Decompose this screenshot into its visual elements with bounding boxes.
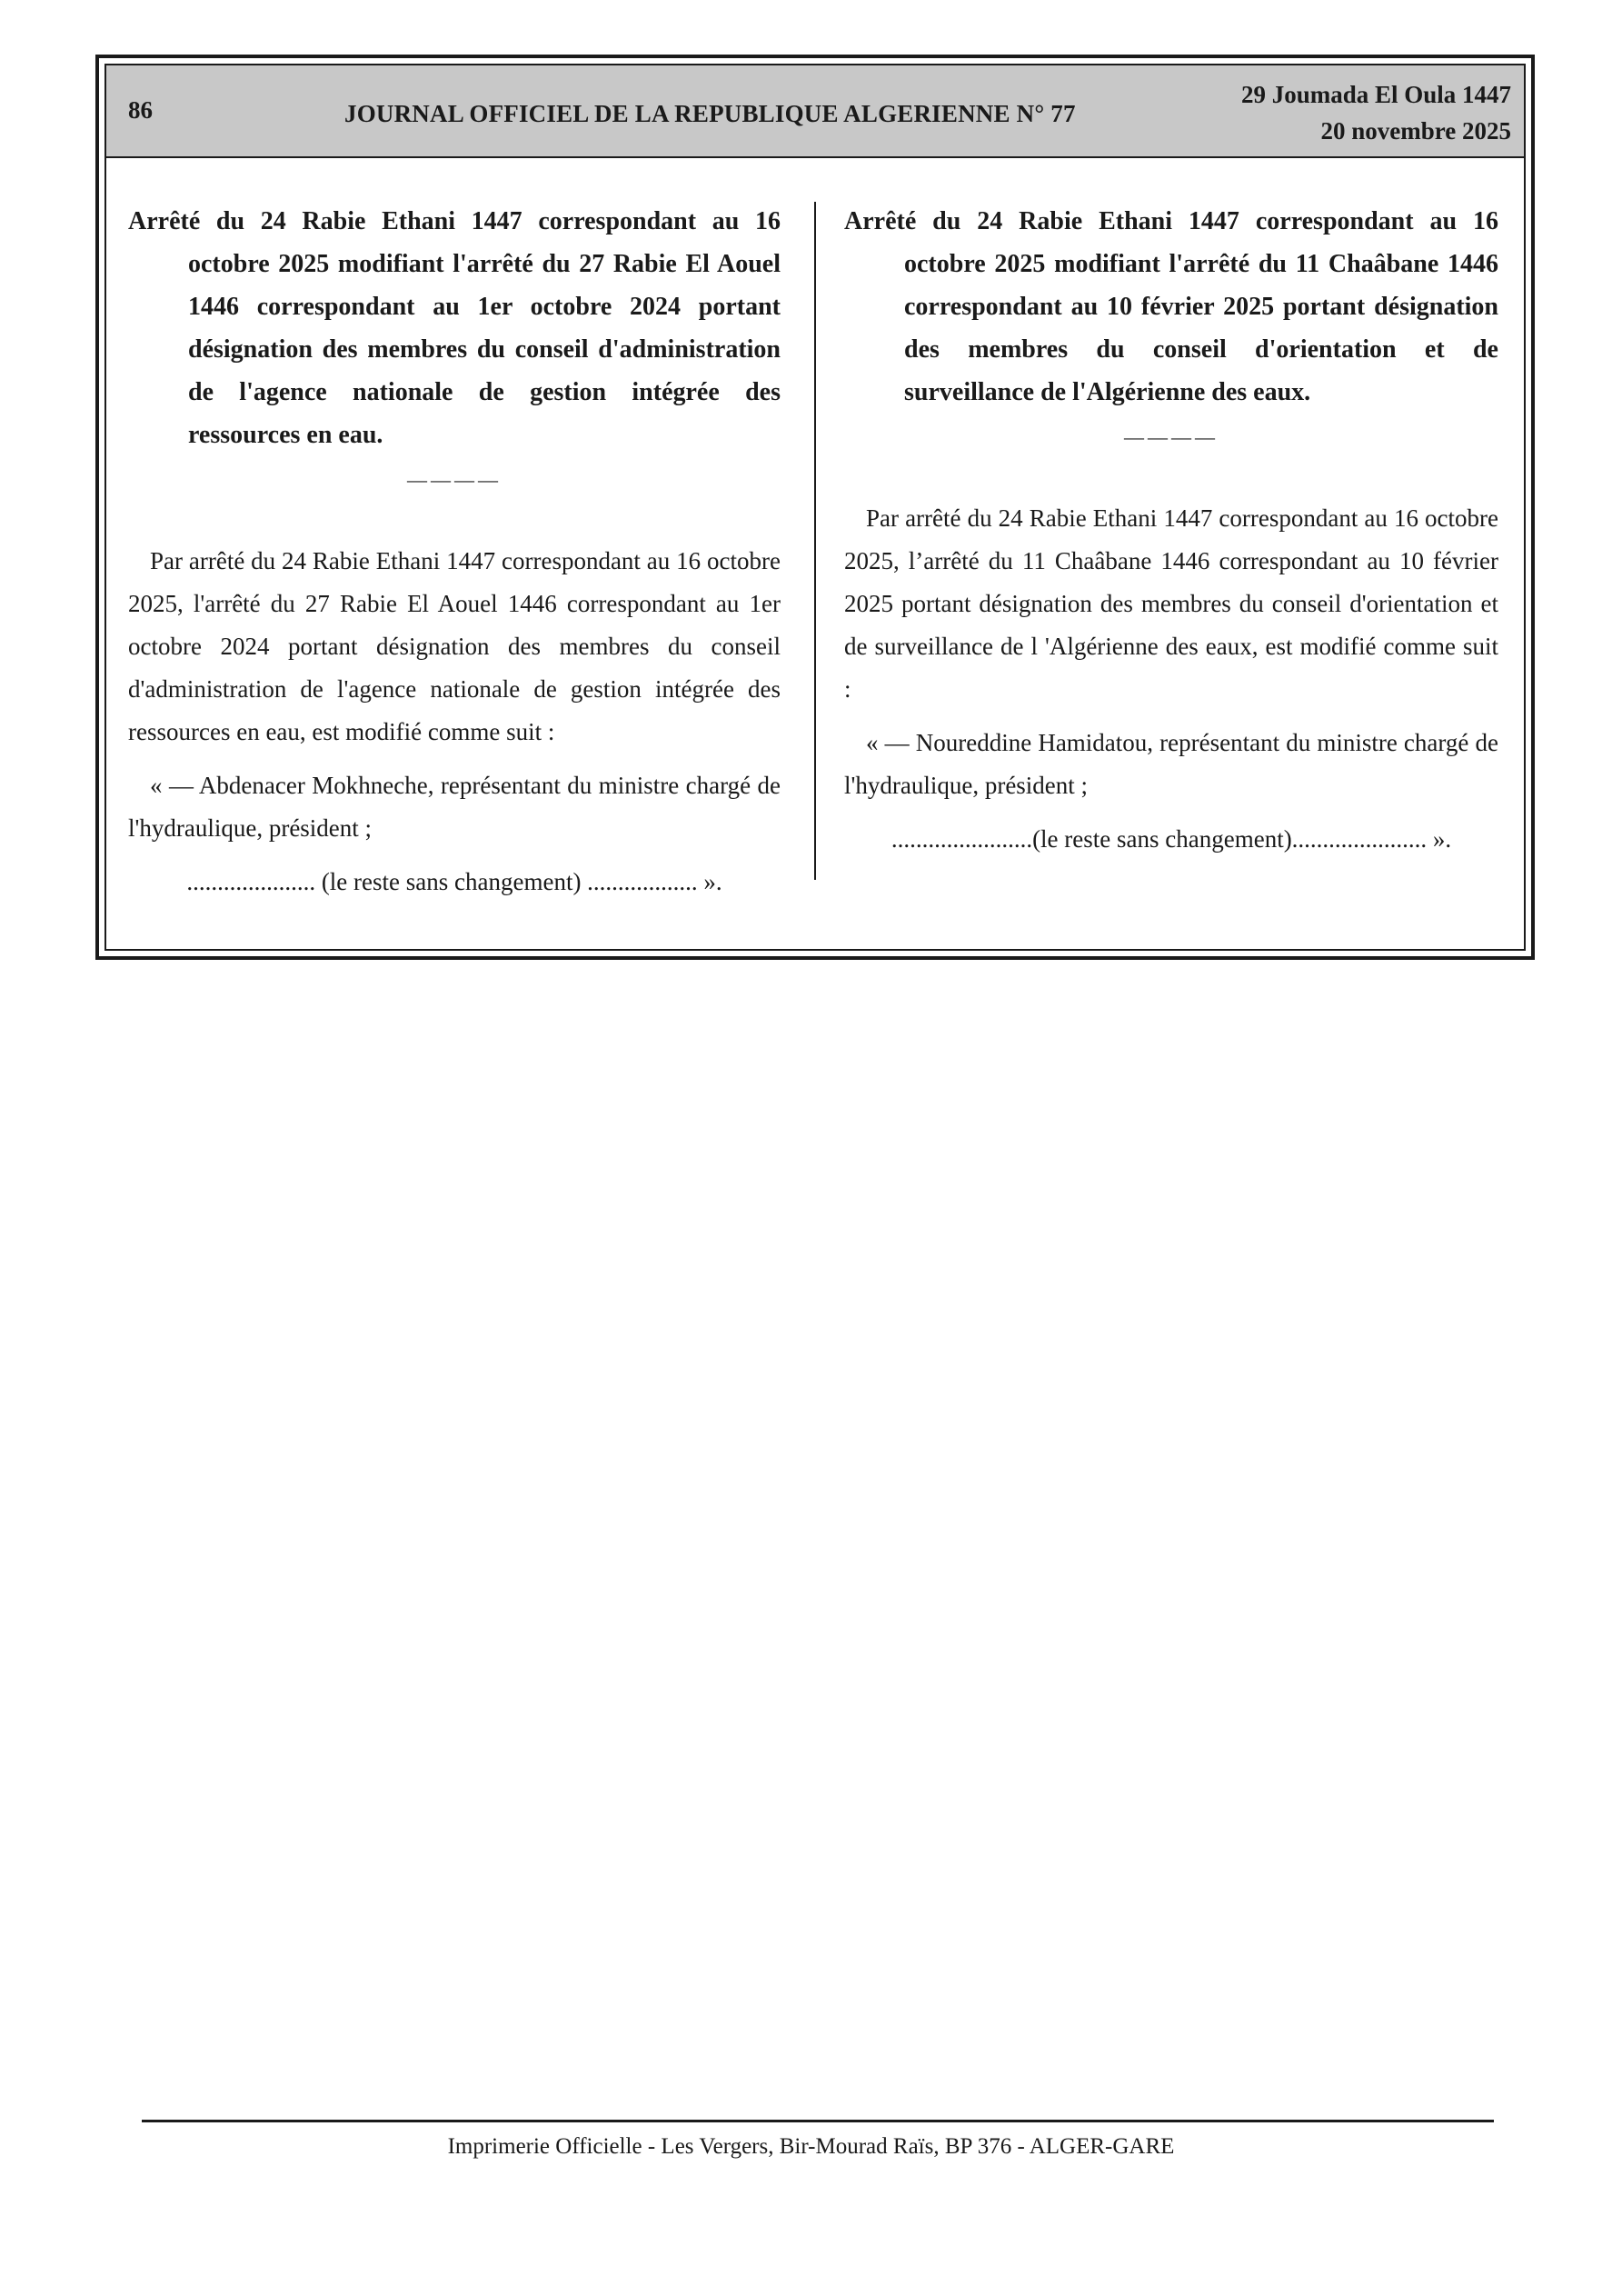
footer-imprint: Imprimerie Officielle - Les Vergers, Bir-Mourad Raïs, BP 376 - ALGER-GARE	[447, 2134, 1175, 2159]
left-paragraph-2: « — Abdenacer Mokhneche, représentant du ministre chargé de l'hydraulique, président ;	[128, 772, 781, 842]
date-gregorian: 20 novembre 2025	[1320, 117, 1511, 145]
right-separator: ————	[1124, 425, 1219, 448]
left-paragraph-1: Par arrêté du 24 Rabie Ethani 1447 correspondant au 16 octobre 2025, l'arrêté du 27 Rabie El Aouel 1446 correspondant au 1er octobre 2024 portant désignation des membres du conseil d'administration de l'agence nationale de gestion intégrée des ressources en eau, est modifié comme suit :	[128, 547, 781, 745]
right-paragraph-2: « — Noureddine Hamidatou, représentant du ministre chargé de l'hydraulique, président ;	[844, 729, 1498, 799]
right-paragraph-1: Par arrêté du 24 Rabie Ethani 1447 correspondant au 16 octobre 2025, l’arrêté du 11 Chaâbane 1446 correspondant au 10 février 2025 portant désignation des membres du conseil d'orientation et de surveillance de l 'Algérienne des eaux, est modifié comme suit :	[844, 504, 1498, 703]
right-column	[844, 200, 1498, 861]
left-column	[128, 200, 781, 903]
header-date	[1241, 76, 1511, 149]
content-frame	[95, 55, 1535, 960]
left-paragraph-3: ..................... (le reste sans changement) .................. ».	[186, 868, 722, 895]
journal-title: JOURNAL OFFICIEL DE LA REPUBLIQUE ALGERIENNE N° 77	[344, 100, 1076, 127]
right-paragraph-3: .......................(le reste sans changement)...................... ».	[891, 825, 1452, 853]
page-number: 86	[128, 96, 153, 124]
left-decree-title: Arrêté du 24 Rabie Ethani 1447 correspondant au 16 octobre 2025 modifiant l'arrêté du 27 Rabie El Aouel 1446 correspondant au 1er octobre 2024 portant désignation des membres du conseil d'administration de l'agence nationale de gestion intégrée des ressources en eau.	[128, 207, 781, 449]
content-frame-inner	[104, 64, 1526, 951]
right-decree-title: Arrêté du 24 Rabie Ethani 1447 correspondant au 16 octobre 2025 modifiant l'arrêté du 11 Chaâbane 1446 correspondant au 10 février 2025 portant désignation des membres du conseil d'orientation et de surveillance de l'Algérienne des eaux.	[844, 207, 1498, 406]
left-separator: ————	[407, 468, 502, 491]
date-hijri: 29 Joumada El Oula 1447	[1240, 81, 1511, 108]
column-divider	[814, 202, 816, 880]
footer-rule	[142, 2120, 1494, 2122]
page-header	[106, 65, 1524, 158]
